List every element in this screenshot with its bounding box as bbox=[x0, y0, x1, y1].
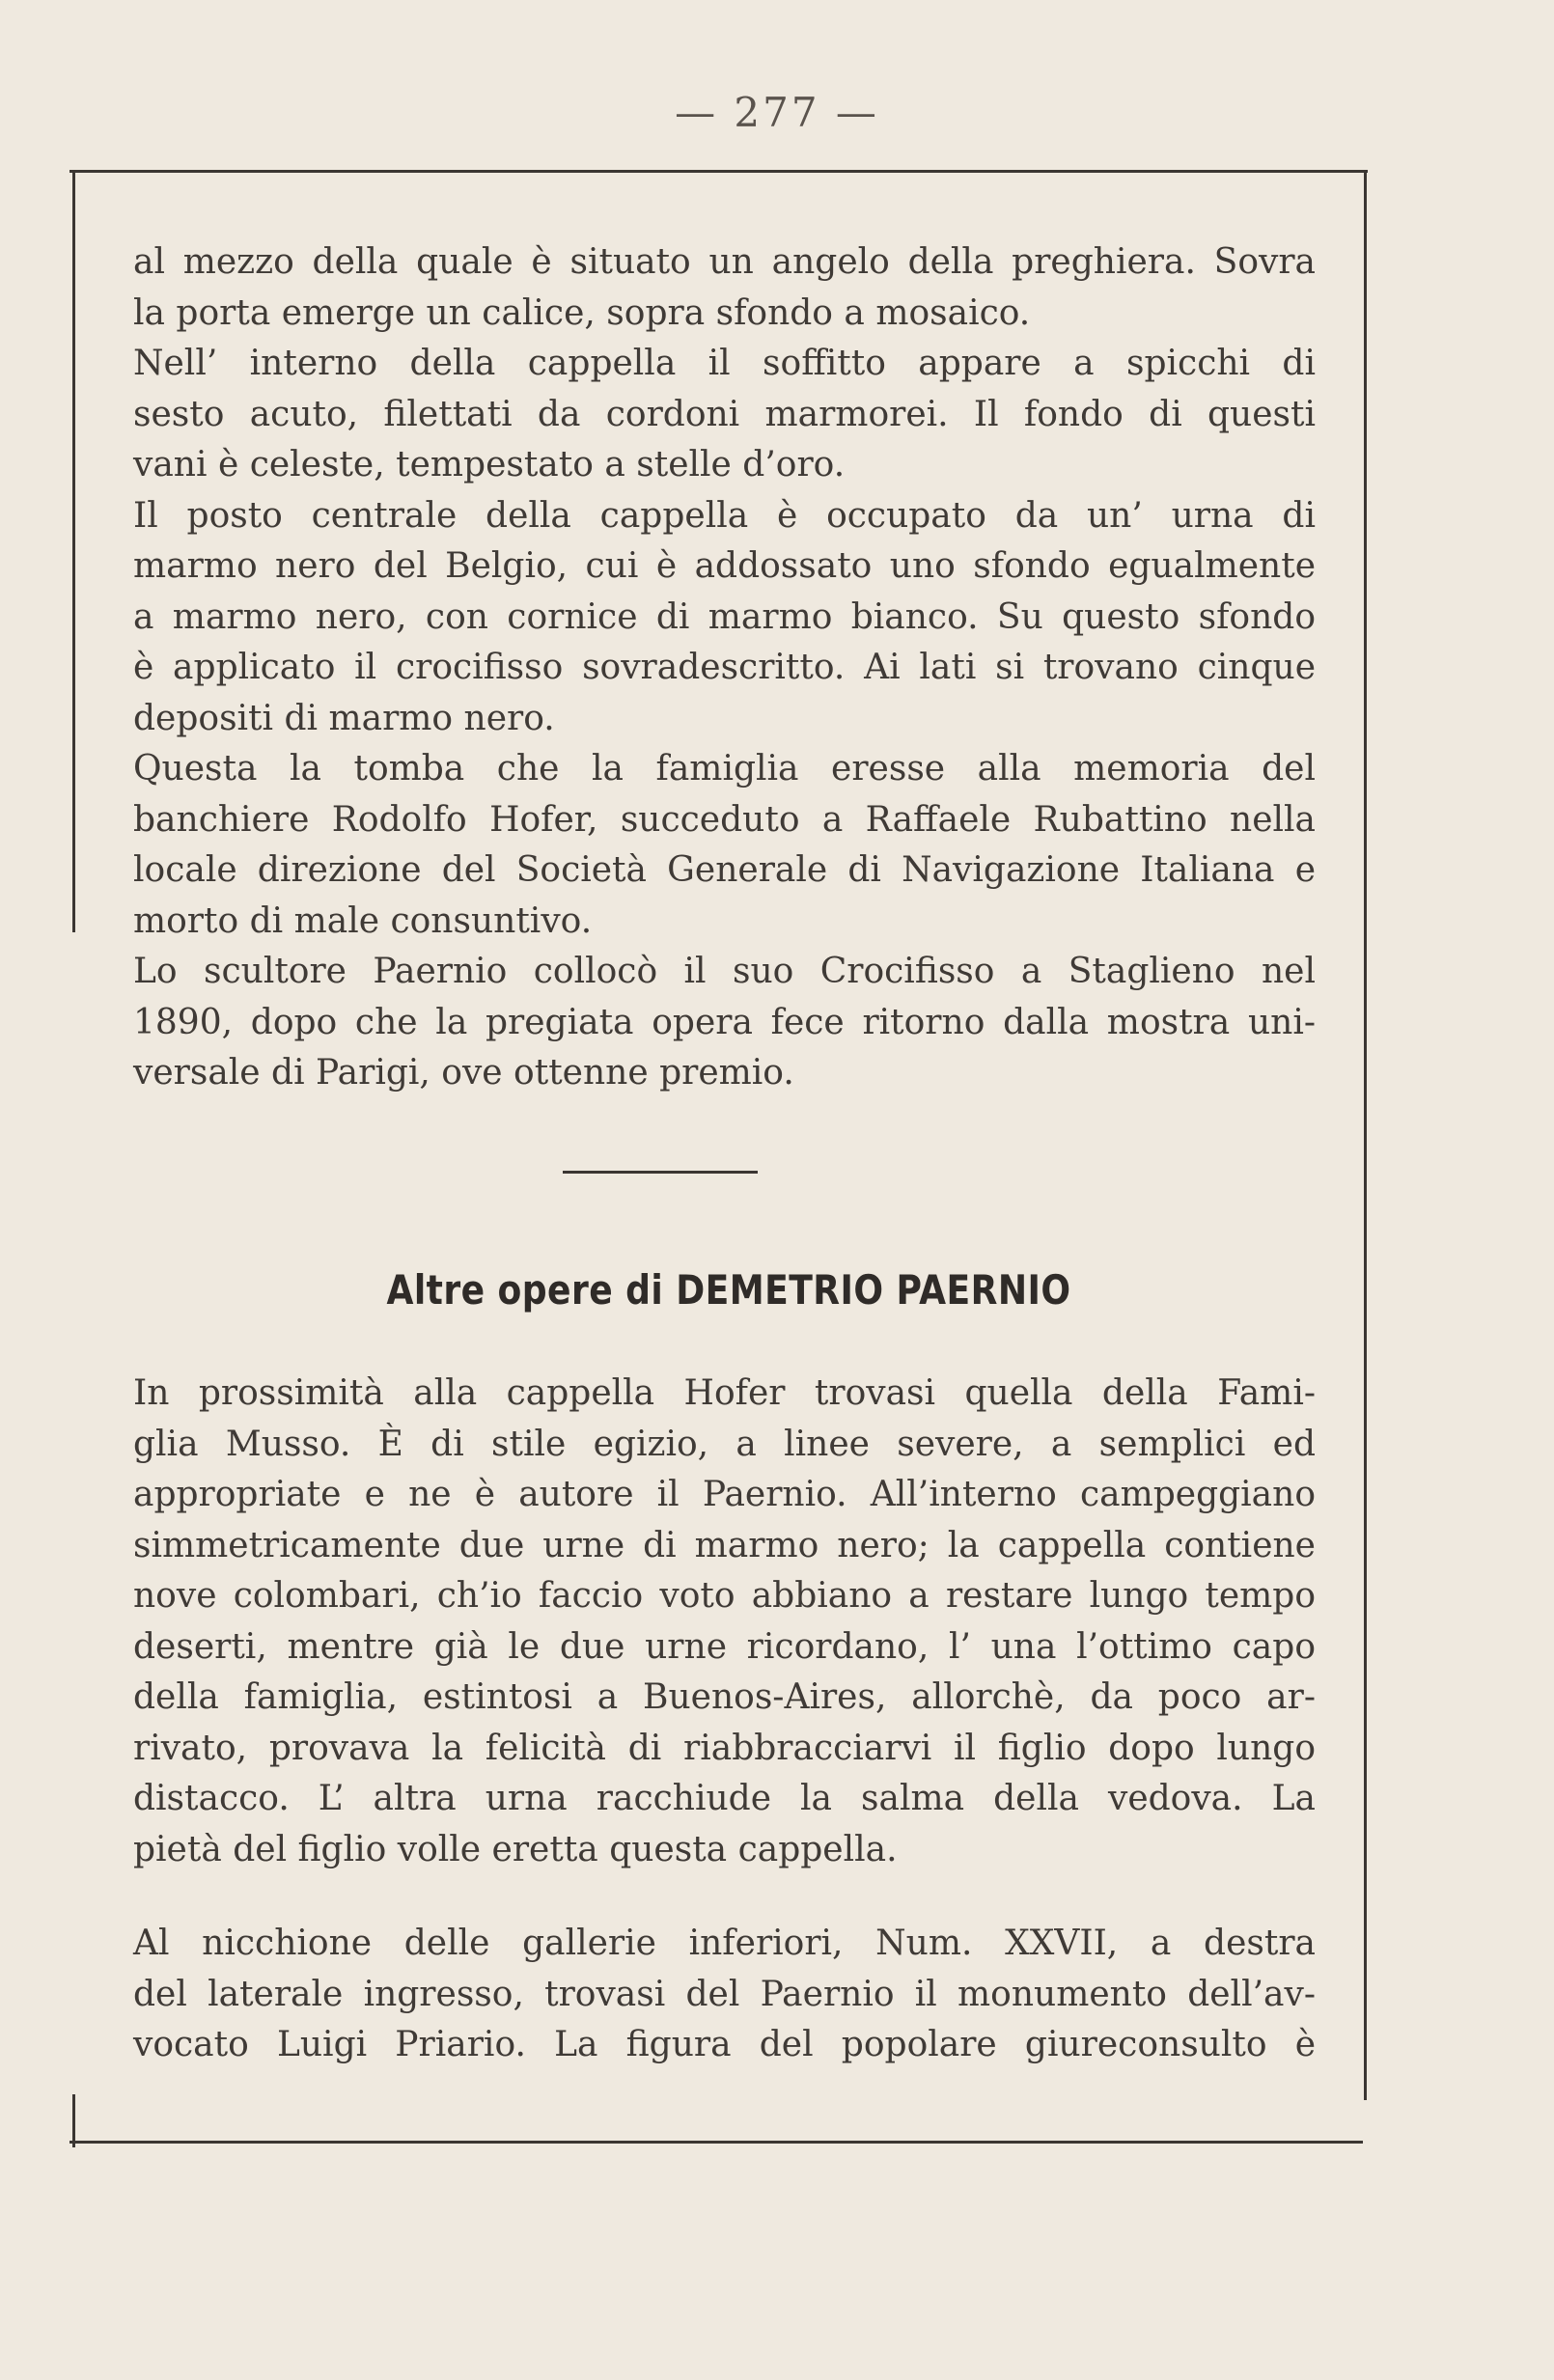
text-line: In prossimità alla cappella Hofer trovasi quella della Fami- bbox=[133, 1373, 1316, 1413]
text-line: la porta emerge un calice, sopra sfondo a mosaico. bbox=[133, 292, 1031, 333]
text-line: Nell’ interno della cappella il soffitto appare a spicchi di bbox=[133, 344, 1316, 383]
text-line: del laterale ingresso, trovasi del Paernio il monumento dell’av- bbox=[133, 1974, 1316, 2014]
frame-rule-right bbox=[1364, 170, 1367, 2100]
frame-rule-bottom bbox=[69, 2141, 1363, 2144]
text-line: è applicato il crocifisso sovradescritto. Ai lati si trovano cinque bbox=[133, 648, 1316, 687]
text-line: pietà del figlio volle eretta questa cappella. bbox=[133, 1829, 898, 1869]
text-line: Al nicchione delle gallerie inferiori, Num. XXVII, a destra bbox=[133, 1923, 1316, 1963]
text-line: banchiere Rodolfo Hofer, succeduto a Raffaele Rubattino nella bbox=[133, 799, 1316, 840]
text-line: vocato Luigi Priario. La figura del popolare giureconsulto è bbox=[133, 2025, 1316, 2064]
text-line: Questa la tomba che la famiglia eresse alla memoria del bbox=[133, 749, 1316, 789]
paragraph-priario bbox=[133, 1919, 1316, 2071]
text-line: nove colombari, ch’io faccio voto abbiano a restare lungo tempo bbox=[133, 1576, 1316, 1616]
text-line: al mezzo della quale è situato un angelo della preghiera. Sovra bbox=[133, 242, 1316, 282]
text-line: marmo nero del Belgio, cui è addossato uno sfondo egualmente bbox=[133, 546, 1316, 586]
text-line: locale direzione del Società Generale di Navigazione Italiana e bbox=[133, 850, 1316, 890]
text-line: appropriate e ne è autore il Paernio. All’interno campeggiano bbox=[133, 1475, 1316, 1514]
text-line: sesto acuto, filettati da cordoni marmorei. Il fondo di questi bbox=[133, 394, 1316, 434]
text-line: distacco. L’ altra urna racchiude la salma della vedova. La bbox=[133, 1779, 1316, 1818]
text-line: della famiglia, estintosi a Buenos-Aires, allorchè, da poco ar- bbox=[133, 1677, 1316, 1717]
frame-rule-left-lower bbox=[72, 2094, 75, 2147]
body-text-top bbox=[133, 237, 1316, 1099]
text-line: glia Musso. È di stile egizio, a linee severe, a semplici ed bbox=[133, 1424, 1316, 1464]
text-line: Il posto centrale della cappella è occupato da un’ urna di bbox=[133, 495, 1316, 536]
text-line: Lo scultore Paernio collocò il suo Crocifisso a Staglieno nel bbox=[133, 952, 1316, 991]
text-line: vani è celeste, tempestato a stelle d’oro. bbox=[133, 445, 846, 484]
page-number: — 277 — bbox=[675, 89, 879, 136]
text-line: 1890, dopo che la pregiata opera fece ritorno dalla mostra uni- bbox=[133, 1002, 1316, 1042]
frame-rule-top bbox=[69, 170, 1368, 173]
text-line: depositi di marmo nero. bbox=[133, 698, 555, 738]
text-line: versale di Parigi, ove ottenne premio. bbox=[133, 1053, 794, 1093]
text-line: simmetricamente due urne di marmo nero; la cappella contiene bbox=[133, 1525, 1316, 1565]
section-heading: Altre opere di DEMETRIO PAERNIO bbox=[386, 1266, 1071, 1314]
text-line: a marmo nero, con cornice di marmo bianco. Su questo sfondo bbox=[133, 596, 1316, 637]
paragraph-cappella-musso bbox=[133, 1369, 1316, 1875]
text-line: deserti, mentre già le due urne ricordano, l’ una l’ottimo capo bbox=[133, 1626, 1316, 1667]
frame-rule-left bbox=[72, 170, 75, 932]
section-divider bbox=[563, 1171, 758, 1174]
text-line: morto di male consuntivo. bbox=[133, 900, 593, 941]
text-line: rivato, provava la felicità di riabbracciarvi il figlio dopo lungo bbox=[133, 1728, 1316, 1768]
